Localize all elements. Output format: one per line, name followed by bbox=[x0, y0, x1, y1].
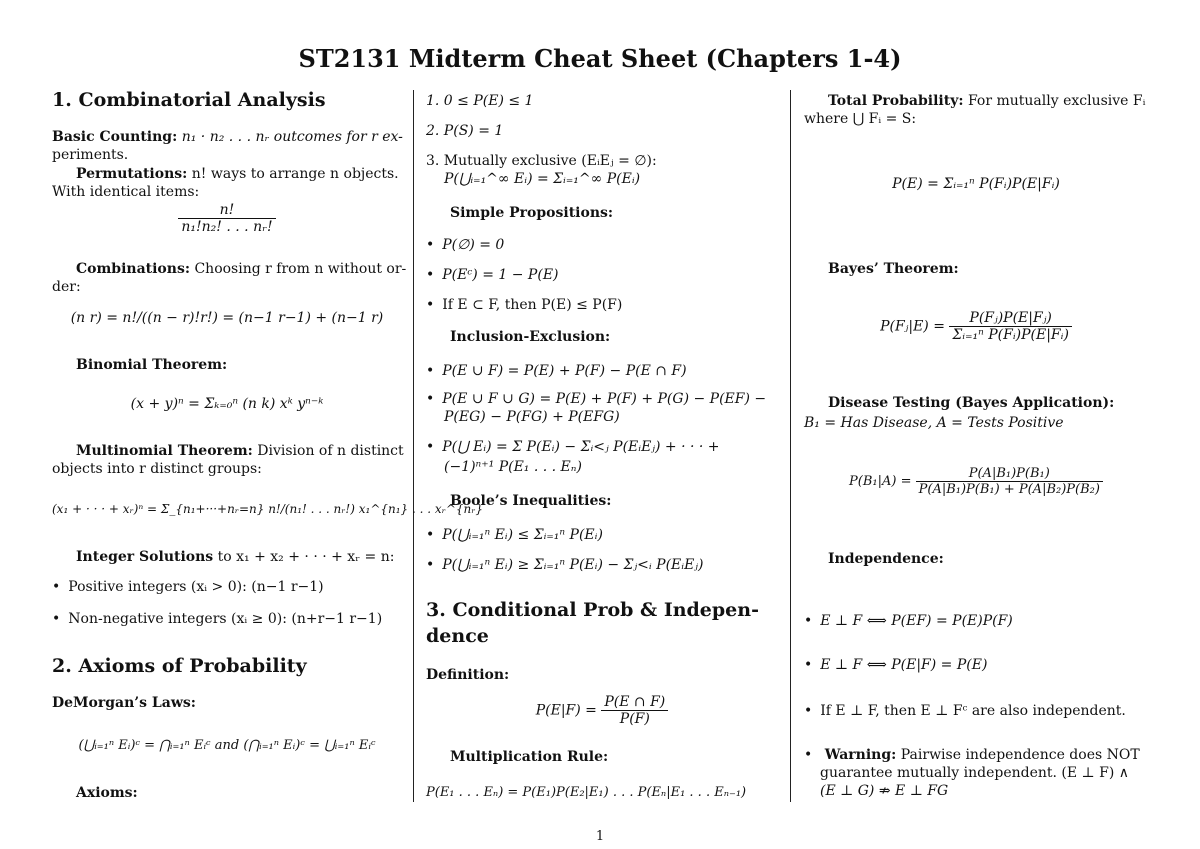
conditional-definition-formula: P(E|F) = $\frac{P(E \cap F)}{P(F)}$ bbox=[426, 694, 778, 727]
section-heading-conditional-cont: dence bbox=[426, 625, 489, 647]
ie-2: • P(E ∪ F ∪ G) = P(E) + P(F) + P(G) − P(EF) − bbox=[426, 390, 766, 408]
inclusion-exclusion-label: Inclusion-Exclusion: bbox=[450, 329, 611, 345]
multiplication-rule-label: Multiplication Rule: bbox=[450, 749, 609, 765]
binomial-label: Binomial Theorem: bbox=[76, 357, 228, 373]
disease-testing-formula: P(B₁|A) = $\frac{\text{P(A|B₁)P(B₁)}}{\text{P(A|B₁)P(B₁) + P(A|B₂)P(B₂)}}$ bbox=[804, 466, 1148, 497]
bayes-formula: P(Fⱼ|E) = $\frac{\text{P(Fⱼ)P(E|Fⱼ)}}{\text{Σᵢ₌₁ⁿ P(Fᵢ)P(E|Fᵢ)}}$ bbox=[804, 310, 1148, 343]
boole-2: • P(⋃ᵢ₌₁ⁿ Eᵢ) ≥ Σᵢ₌₁ⁿ P(Eᵢ) − Σⱼ<ᵢ P(EᵢEⱼ) bbox=[426, 556, 703, 574]
simple-prop-1: • P(∅) = 0 bbox=[426, 236, 504, 254]
permutations: Permutations: n! ways to arrange n objects. bbox=[76, 166, 399, 182]
section-heading-axioms: 2. Axioms of Probability bbox=[52, 655, 307, 677]
warning: • Warning: Pairwise independence does NOT bbox=[804, 746, 1140, 764]
column-divider bbox=[413, 90, 414, 802]
multiplication-rule-formula: P(E₁ . . . Eₙ) = P(E₁)P(E₂|E₁) . . . P(Eₙ|E₁ . . . Eₙ₋₁) bbox=[426, 785, 747, 800]
disease-testing-label: Disease Testing (Bayes Application): bbox=[828, 395, 1115, 411]
axiom-3: 3. Mutually exclusive (EᵢEⱼ = ∅): bbox=[426, 153, 657, 169]
simple-propositions-label: Simple Propositions: bbox=[450, 205, 614, 221]
warning-cont: guarantee mutually independent. (E ⊥ F) ∧ bbox=[820, 765, 1130, 781]
multinomial: Multinomial Theorem: Division of n distinct bbox=[76, 443, 404, 459]
ie-2-cont: P(EG) − P(FG) + P(EFG) bbox=[444, 409, 620, 425]
integer-nonneg: • Non-negative integers (xᵢ ≥ 0): (n+r−1 r−1) bbox=[52, 610, 382, 628]
binomial-formula: (x + y)ⁿ = Σₖ₌₀ⁿ (n k) xᵏ yⁿ⁻ᵏ bbox=[130, 396, 324, 412]
ie-3-cont: (−1)ⁿ⁺¹ P(E₁ . . . Eₙ) bbox=[444, 459, 582, 475]
independence-1: • E ⊥ F ⟺ P(EF) = P(E)P(F) bbox=[804, 612, 1013, 630]
simple-prop-2: • P(Eᶜ) = 1 − P(E) bbox=[426, 266, 559, 284]
boole-1: • P(⋃ᵢ₌₁ⁿ Eᵢ) ≤ Σᵢ₌₁ⁿ P(Eᵢ) bbox=[426, 526, 603, 544]
definition-label: Definition: bbox=[426, 667, 510, 683]
axiom-3-formula: P(⋃ᵢ₌₁^∞ Eᵢ) = Σᵢ₌₁^∞ P(Eᵢ) bbox=[444, 171, 641, 187]
section-heading-conditional: 3. Conditional Prob & Indepen- bbox=[426, 599, 759, 621]
demorgan-formula: (⋃ᵢ₌₁ⁿ Eᵢ)ᶜ = ⋂ᵢ₌₁ⁿ Eᵢᶜ and (⋂ᵢ₌₁ⁿ Eᵢ)ᶜ = ⋃ᵢ₌₁ⁿ Eᵢᶜ bbox=[78, 738, 376, 753]
independence-3: • If E ⊥ F, then E ⊥ Fᶜ are also independent. bbox=[804, 702, 1126, 720]
basic-counting: Basic Counting: n₁ · n₂ . . . nᵣ outcomes for r ex- bbox=[52, 129, 403, 145]
independence-2: • E ⊥ F ⟺ P(E|F) = P(E) bbox=[804, 656, 987, 674]
section-heading-combinatorial: 1. Combinatorial Analysis bbox=[52, 89, 326, 111]
axiom-1: 1. 0 ≤ P(E) ≤ 1 bbox=[426, 93, 534, 109]
axiom-2: 2. P(S) = 1 bbox=[426, 123, 504, 139]
multinomial-formula: (x₁ + · · · + xᵣ)ⁿ = Σ_{n₁+···+nᵣ=n} n!/(n₁! . . . nᵣ!) x₁^{n₁} . . . xᵣ^{nᵣ} bbox=[52, 502, 484, 516]
ie-1: • P(E ∪ F) = P(E) + P(F) − P(E ∩ F) bbox=[426, 362, 687, 380]
combinations-cont: der: bbox=[52, 279, 81, 295]
total-probability: Total Probability: For mutually exclusive Fᵢ bbox=[828, 93, 1146, 109]
multinomial-cont: objects into r distinct groups: bbox=[52, 461, 262, 477]
warning-cont-2: (E ⊥ G) ⇏ E ⊥ FG bbox=[820, 783, 949, 799]
integer-solutions: Integer Solutions to x₁ + x₂ + · · · + xᵣ = n: bbox=[76, 549, 395, 565]
axioms-label: Axioms: bbox=[76, 785, 138, 801]
column-divider bbox=[790, 90, 791, 802]
independence-label: Independence: bbox=[828, 551, 944, 567]
integer-positive: • Positive integers (xᵢ > 0): (n−1 r−1) bbox=[52, 578, 324, 596]
combinations: Combinations: Choosing r from n without or- bbox=[76, 261, 407, 277]
total-probability-formula: P(E) = Σᵢ₌₁ⁿ P(Fᵢ)P(E|Fᵢ) bbox=[892, 176, 1060, 192]
demorgan-label: DeMorgan’s Laws: bbox=[52, 695, 196, 711]
total-probability-cont: where ⋃ Fᵢ = S: bbox=[804, 111, 917, 127]
permutations-cont: With identical items: bbox=[52, 184, 200, 200]
basic-counting-cont: periments. bbox=[52, 147, 129, 163]
combination-formula: (n r) = n!/((n − r)!r!) = (n−1 r−1) + (n−1 r) bbox=[70, 310, 384, 326]
page-number: 1 bbox=[595, 829, 605, 844]
boole-label: Boole’s Inequalities: bbox=[450, 493, 612, 509]
simple-prop-3: • If E ⊂ F, then P(E) ≤ P(F) bbox=[426, 296, 622, 314]
page-title: ST2131 Midterm Cheat Sheet (Chapters 1-4) bbox=[298, 44, 902, 73]
permutation-formula: $\frac{n!}{\text{n₁!n₂! . . . nᵣ!}}$ bbox=[52, 202, 402, 235]
bayes-label: Bayes’ Theorem: bbox=[828, 261, 959, 277]
ie-3: • P(⋃ Eᵢ) = Σ P(Eᵢ) − Σᵢ<ⱼ P(EᵢEⱼ) + · · · + bbox=[426, 438, 720, 456]
disease-testing-text: B₁ = Has Disease, A = Tests Positive bbox=[804, 415, 1064, 431]
